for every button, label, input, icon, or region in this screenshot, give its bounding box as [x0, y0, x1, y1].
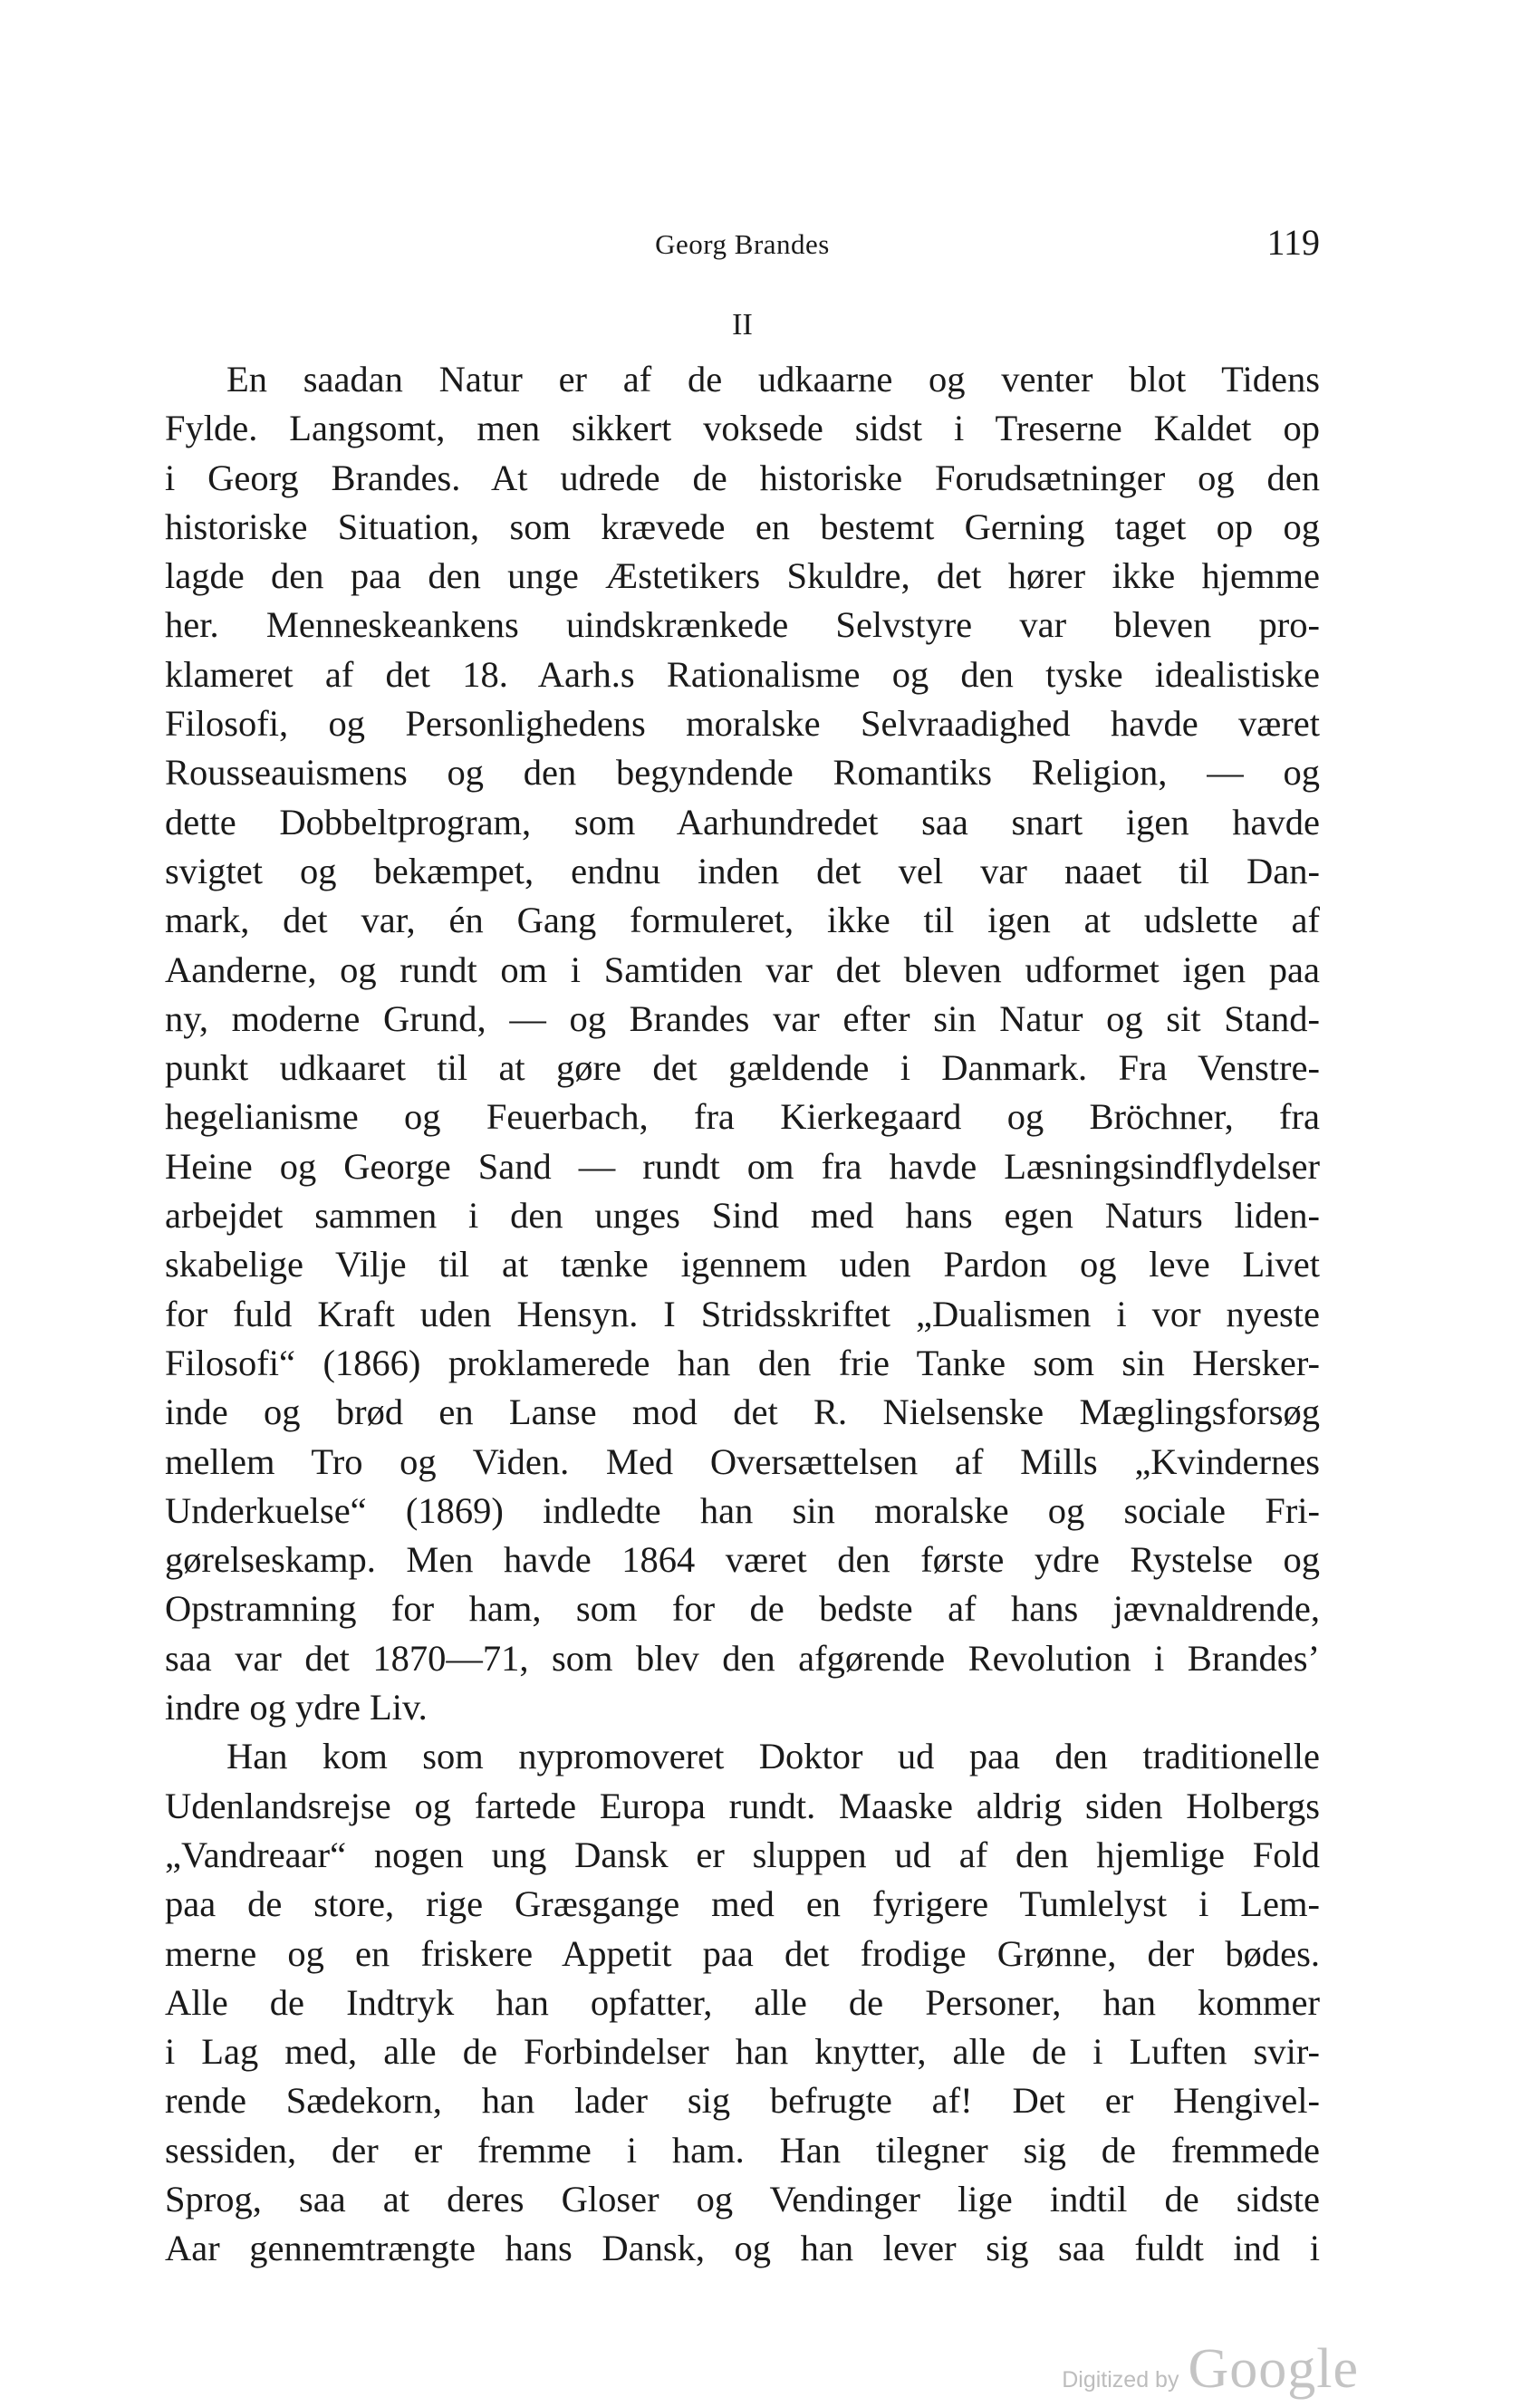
text-line: inde og brød en Lanse mod det R. Nielsenske Mæglingsforsøg: [165, 1391, 1320, 1433]
text-line: Aar gennemtrængte hans Dansk, og han lever sig saa fuldt ind i: [165, 2228, 1320, 2269]
text-line: merne og en friskere Appetit paa det frodige Grønne, der bødes.: [165, 1932, 1320, 1974]
text-line: Opstramning for ham, som for de bedste af hans jævnaldrende,: [165, 1588, 1320, 1630]
text-line: Han kom som nypromoveret Doktor ud paa den traditionelle: [226, 1736, 1320, 1777]
running-title: Georg Brandes: [655, 228, 830, 260]
text-line: mellem Tro og Viden. Med Oversættelsen af Mills „Kvindernes: [165, 1440, 1320, 1482]
text-line: dette Dobbeltprogram, som Aarhundredet saa snart igen havde: [165, 801, 1320, 842]
text-line: lagde den paa den unge Æstetikers Skuldre, det hører ikke hjemme: [165, 555, 1320, 597]
text-line: historiske Situation, som krævede en bestemt Gerning taget op og: [165, 505, 1320, 547]
text-line: Udenlandsrejse og fartede Europa rundt. Maaske aldrig siden Holbergs: [165, 1785, 1320, 1826]
text-line: hegelianisme og Feuerbach, fra Kierkegaard og Bröchner, fra: [165, 1096, 1320, 1138]
text-line: En saadan Natur er af de udkaarne og venter blot Tidens: [226, 359, 1320, 400]
text-line: Filosofi“ (1866) proklamerede han den frie Tanke som sin Hersker-: [165, 1342, 1320, 1383]
google-logo: Google: [1188, 2338, 1359, 2400]
text-line: Sprog, saa at deres Gloser og Vendinger lige indtil de sidste: [165, 2178, 1320, 2219]
digitized-watermark: [1062, 2337, 1359, 2402]
text-line: klameret af det 18. Aarh.s Rationalisme og den tyske idealistiske: [165, 653, 1320, 695]
text-line: Filosofi, og Personlighedens moralske Selvraadighed havde været: [165, 703, 1320, 745]
text-line: indre og ydre Liv.: [165, 1687, 428, 1728]
watermark-prefix: Digitized by: [1062, 2367, 1179, 2393]
text-line: Heine og George Sand — rundt om fra havde Læsningsindflydelser: [165, 1145, 1320, 1187]
text-line: ny, moderne Grund, — og Brandes var efter sin Natur og sit Stand-: [165, 997, 1320, 1039]
text-line: Aanderne, og rundt om i Samtiden var det bleven udformet igen paa: [165, 948, 1320, 990]
text-line: svigtet og bekæmpet, endnu inden det vel var naaet til Dan-: [165, 850, 1320, 891]
text-line: mark, det var, én Gang formuleret, ikke til igen at udslette af: [165, 900, 1320, 941]
text-line: i Lag med, alle de Forbindelser han knytter, alle de i Luften svir-: [165, 2031, 1320, 2073]
text-line: her. Menneskeankens uindskrænkede Selvstyre var bleven pro-: [165, 604, 1320, 646]
text-line: punkt udkaaret til at gøre det gældende i Danmark. Fra Venstre-: [165, 1047, 1320, 1089]
running-head: [165, 221, 1320, 275]
text-line: skabelige Vilje til at tænke igennem uden Pardon og leve Livet: [165, 1244, 1320, 1285]
page-number: 119: [1266, 222, 1320, 263]
text-line: Alle de Indtryk han opfatter, alle de Personer, han kommer: [165, 1981, 1320, 2023]
text-line: paa de store, rige Græsgange med en fyrigere Tumlelyst i Lem-: [165, 1883, 1320, 1925]
text-line: Underkuelse“ (1869) indledte han sin moralske og sociale Fri-: [165, 1489, 1320, 1531]
text-line: rende Sædekorn, han lader sig befrugte af! Det er Hengivel-: [165, 2080, 1320, 2122]
text-line: „Vandreaar“ nogen ung Dansk er sluppen ud af den hjemlige Fold: [165, 1834, 1320, 1875]
text-line: saa var det 1870—71, som blev den afgørende Revolution i Brandes’: [165, 1637, 1320, 1679]
text-line: i Georg Brandes. At udrede de historiske Forudsætninger og den: [165, 457, 1320, 498]
text-line: sessiden, der er fremme i ham. Han tilegner sig de fremmede: [165, 2129, 1320, 2171]
text-line: Fylde. Langsomt, men sikkert voksede sidst i Treserne Kaldet op: [165, 408, 1320, 449]
text-line: Rousseauismens og den begyndende Romantiks Religion, — og: [165, 752, 1320, 794]
text-line: arbejdet sammen i den unges Sind med hans egen Naturs liden-: [165, 1195, 1320, 1237]
text-line: gørelseskamp. Men havde 1864 været den første ydre Rystelse og: [165, 1539, 1320, 1581]
section-number: II: [732, 308, 753, 342]
text-line: for fuld Kraft uden Hensyn. I Stridsskriftet „Dualismen i vor nyeste: [165, 1293, 1320, 1334]
body-text: [165, 355, 1320, 2274]
